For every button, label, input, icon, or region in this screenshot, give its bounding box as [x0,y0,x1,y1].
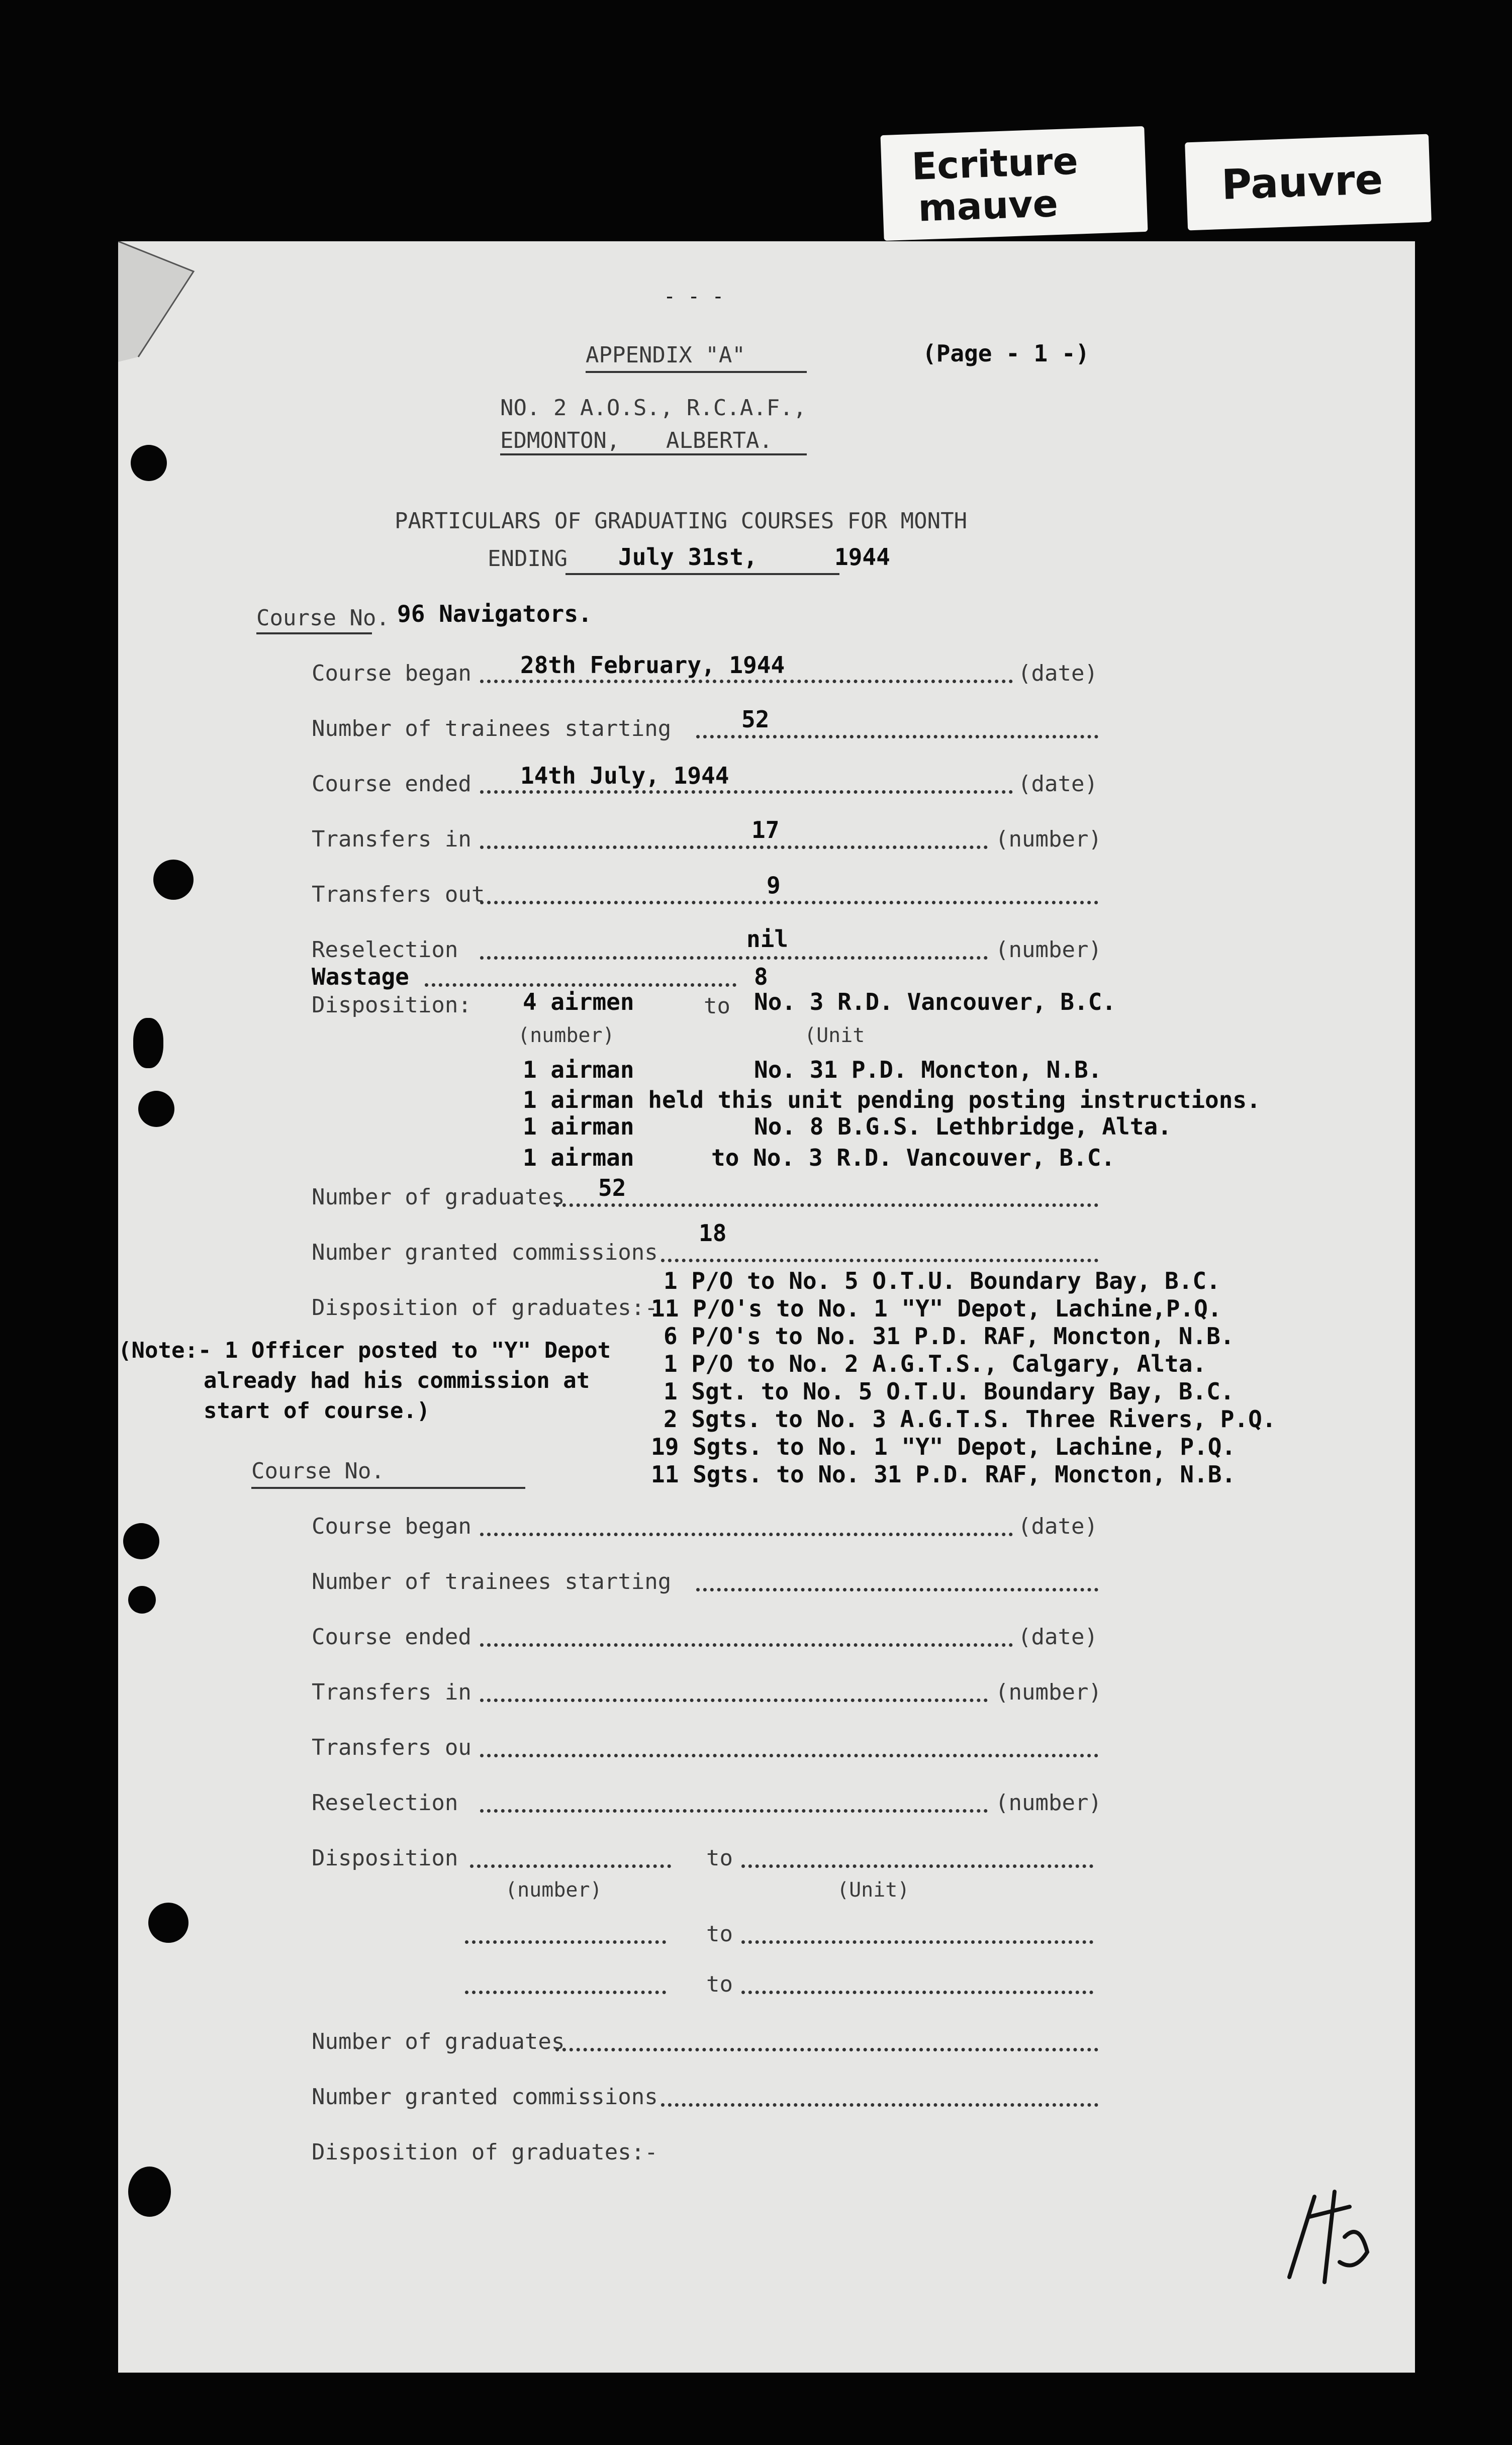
course1-ended-value: 14th July, 1944 [520,762,729,789]
course1-reselection-unit: (number) [995,937,1102,963]
note-line-1: (Note:- 1 Officer posted to "Y" Depot [118,1338,611,1363]
course2-transfers-out-dots [480,1754,1098,1757]
course2-began-dots [480,1533,1013,1536]
course1-ended-label: Course ended [312,771,471,797]
handwritten-initials [1279,2177,1380,2297]
top-mark: - - - [664,285,724,308]
unit-name: NO. 2 A.O.S., R.C.A.F., [500,395,807,421]
course2-disposition-to: to [706,1845,733,1871]
punch-hole-2 [153,860,194,900]
course1-wastage-value: 8 [754,963,768,990]
course2-transfers-in-label: Transfers in [312,1679,471,1705]
grad-line-6: 2 Sgts. to No. 3 A.G.T.S. Three Rivers, P.Q. [664,1405,1276,1433]
document-page [118,241,1415,2373]
course1-trainees-label: Number of trainees starting [312,716,672,741]
course1-graduates-label: Number of graduates [312,1184,565,1210]
course1-unit-label: (Unit [804,1024,865,1047]
course1-reselection-value: nil [746,925,789,953]
course1-disp-grad-label: Disposition of graduates:- [312,1295,658,1321]
course2-reselection-unit: (number) [995,1790,1102,1816]
course1-graduates-dots [555,1203,1098,1207]
page-number: (Page - 1 -) [922,340,1090,367]
pauvre-label [1185,134,1432,231]
course1-began-dots [480,680,1013,683]
course2-unit-label: (Unit) [837,1878,910,1902]
course2-disposition-row3-to: to [706,1971,733,1997]
course1-graduates-value: 52 [598,1174,626,1201]
course1-reselection-dots [480,956,988,960]
grad-line-5: 1 Sgt. to No. 5 O.T.U. Boundary Bay, B.C. [664,1378,1235,1405]
course2-began-unit: (date) [1018,1514,1098,1539]
course1-commissions-value: 18 [699,1219,727,1247]
ending-label: ENDING [488,546,568,572]
course2-disposition-dots-b [741,1864,1093,1868]
course1-disp1-dest: No. 3 R.D. Vancouver, B.C. [754,988,1116,1015]
course2-reselection-label: Reselection [312,1790,458,1816]
course1-disp1-count: 4 airmen [523,988,634,1015]
course2-disposition-label: Disposition [312,1845,458,1871]
course2-trainees-dots [696,1588,1098,1591]
ecriture-line2: mauve [917,182,1059,230]
course2-transfers-in-unit: (number) [995,1679,1102,1705]
course1-commissions-dots [661,1259,1098,1262]
course1-value: 96 Navigators. [397,600,592,627]
course1-ended-dots [480,790,1013,794]
punch-hole-1 [131,445,167,481]
course1-ended-unit: (date) [1018,771,1098,797]
course2-disposition-row3-b [741,1991,1093,1994]
course1-underline [256,632,372,634]
punch-hole-7 [148,1903,188,1943]
course1-reselection-label: Reselection [312,937,458,963]
ending-underline [565,573,839,575]
course1-trainees-dots [696,735,1098,738]
course2-ended-unit: (date) [1018,1624,1098,1650]
course1-trainees-value: 52 [741,706,770,733]
course2-commissions-dots [661,2103,1098,2107]
course1-transfers-in-dots [480,845,988,849]
note-line-2: already had his commission at [204,1368,590,1393]
ending-year: 1944 [834,543,890,571]
course1-commissions-label: Number granted commissions [312,1240,658,1265]
punch-hole-6 [128,1586,156,1614]
ending-value: July 31st, [618,543,758,571]
course2-disposition-row3-a [465,1991,666,1994]
course1-began-unit: (date) [1018,661,1098,686]
course1-disp4-dest: No. 8 B.G.S. Lethbridge, Alta. [754,1113,1172,1140]
folded-corner [118,241,199,362]
course1-disposition-label: Disposition: [312,992,471,1018]
course2-disposition-dots-a [470,1864,671,1868]
course2-graduates-label: Number of graduates [312,2029,565,2054]
punch-hole-4 [138,1091,174,1127]
course2-graduates-dots [555,2048,1098,2051]
pauvre-text: Pauvre [1220,155,1384,209]
course1-transfers-out-label: Transfers out [312,882,485,907]
course2-disposition-row2-b [741,1940,1093,1944]
course2-disp-grad-label: Disposition of graduates:- [312,2139,658,2165]
course2-commissions-label: Number granted commissions [312,2084,658,2110]
punch-hole-5 [123,1523,159,1559]
grad-line-4: 1 P/O to No. 2 A.G.T.S., Calgary, Alta. [664,1350,1207,1377]
note-line-3: start of course.) [204,1398,430,1424]
course1-disp4-count: 1 airman [523,1113,634,1140]
course1-transfers-in-label: Transfers in [312,826,471,852]
course1-transfers-in-unit: (number) [995,826,1102,852]
course1-transfers-out-value: 9 [767,872,781,899]
grad-line-7: 19 Sgts. to No. 1 "Y" Depot, Lachine, P.Q. [651,1433,1236,1460]
course1-began-value: 28th February, 1944 [520,651,785,679]
report-title: PARTICULARS OF GRADUATING COURSES FOR MONTH [395,508,968,534]
course2-trainees-label: Number of trainees starting [312,1569,672,1594]
course1-wastage-label: Wastage [312,963,409,990]
course1-disp5-dest: to No. 3 R.D. Vancouver, B.C. [711,1144,1115,1171]
ecriture-mauve-label [880,126,1148,241]
course1-disp5-count: 1 airman [523,1144,634,1171]
course2-reselection-dots [480,1809,988,1813]
province: ALBERTA. [666,428,773,453]
course2-transfers-out-label: Transfers ou [312,1735,471,1760]
course1-number-label: (number) [518,1024,615,1047]
course1-disp2-count: 1 airman [523,1056,634,1083]
appendix-underline [586,371,807,373]
course2-number-label: (number) [505,1878,602,1902]
course1-transfers-in-value: 17 [751,816,780,843]
course1-disp2-dest: No. 31 P.D. Moncton, N.B. [754,1056,1102,1083]
city-underline [500,453,807,455]
course1-began-label: Course began [312,661,471,686]
course2-underline [251,1487,525,1489]
grad-line-3: 6 P/O's to No. 31 P.D. RAF, Moncton, N.B. [664,1323,1235,1350]
course2-label: Course No. [251,1458,385,1484]
grad-line-1: 1 P/O to No. 5 O.T.U. Boundary Bay, B.C. [664,1267,1220,1294]
course1-disp1-to: to [704,993,730,1019]
ecriture-line1: Ecriture [911,139,1079,189]
course2-disposition-row2-a [465,1940,666,1944]
grad-line-2: 11 P/O's to No. 1 "Y" Depot, Lachine,P.Q. [651,1295,1222,1322]
punch-hole-3 [133,1018,163,1068]
city: EDMONTON, [500,428,620,453]
course1-label: Course No. [256,605,390,631]
course1-disp3: 1 airman held this unit pending posting instructions. [523,1086,1261,1113]
course2-began-label: Course began [312,1514,471,1539]
appendix-heading: APPENDIX "A" [586,342,745,368]
course2-disposition-row2-to: to [706,1921,733,1947]
punch-hole-8 [128,2167,171,2217]
course2-transfers-in-dots [480,1699,988,1702]
course2-ended-label: Course ended [312,1624,471,1650]
course1-wastage-dots [425,983,736,987]
course1-transfers-out-dots [480,901,1098,904]
course2-ended-dots [480,1643,1013,1647]
grad-line-8: 11 Sgts. to No. 31 P.D. RAF, Moncton, N.B. [651,1461,1236,1488]
